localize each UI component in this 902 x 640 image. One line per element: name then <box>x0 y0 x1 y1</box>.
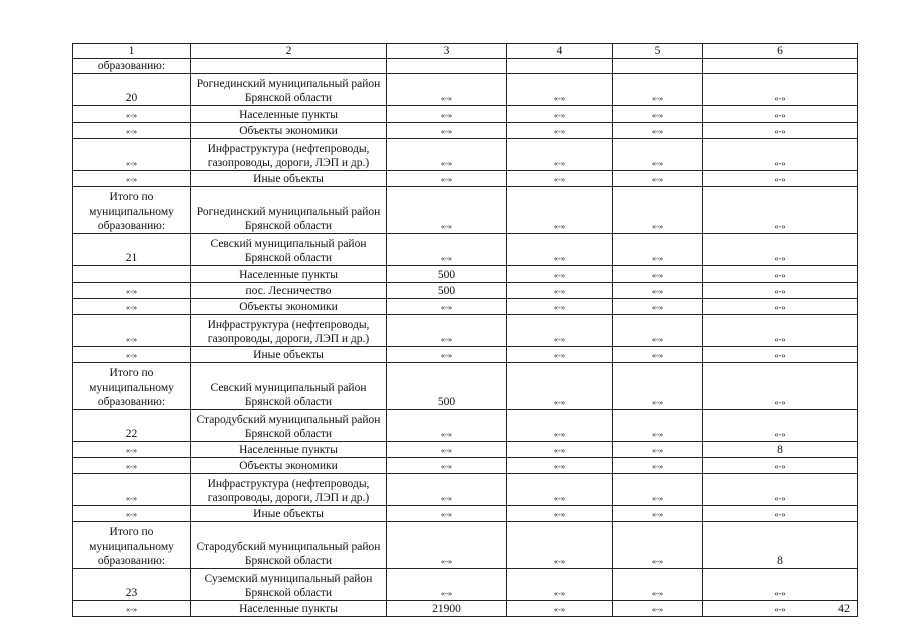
table-row <box>73 347 858 363</box>
value-cell-4: «-» <box>507 266 613 283</box>
table-row <box>73 234 858 266</box>
name-cell: Инфраструктура (нефтепроводы, газопроводы, дороги, ЛЭП и др.) <box>191 315 387 347</box>
value-cell-3: «-» <box>387 123 507 139</box>
name-cell: Севский муниципальный район Брянской области <box>191 234 387 266</box>
table-row <box>73 106 858 123</box>
number-cell: «-» <box>73 506 191 522</box>
value-cell-5: «-» <box>613 234 703 266</box>
value-cell-6: «-» <box>703 569 858 601</box>
value-cell-3: «-» <box>387 315 507 347</box>
table-row <box>73 123 858 139</box>
name-cell: Населенные пункты <box>191 106 387 123</box>
value-cell-3: «-» <box>387 458 507 474</box>
table-body <box>73 44 858 617</box>
value-cell-3: «-» <box>387 347 507 363</box>
value-cell-5: «-» <box>613 74 703 106</box>
number-cell: «-» <box>73 139 191 171</box>
table-row <box>73 59 858 74</box>
value-cell-5: «-» <box>613 266 703 283</box>
value-cell-6: «-» <box>703 266 858 283</box>
table-row <box>73 266 858 283</box>
value-cell-5: «-» <box>613 363 703 410</box>
name-cell: Севский муниципальный район Брянской области <box>191 363 387 410</box>
value-cell-4: «-» <box>507 458 613 474</box>
table-row <box>73 569 858 601</box>
value-cell-3: 500 <box>387 363 507 410</box>
value-cell-6: «-» <box>703 283 858 299</box>
value-cell-5: «-» <box>613 601 703 617</box>
number-cell: 21 <box>73 234 191 266</box>
value-cell-4: «-» <box>507 171 613 187</box>
number-cell: «-» <box>73 442 191 458</box>
number-cell: Итого по муниципальному образованию: <box>73 363 191 410</box>
table-header-row <box>73 44 858 59</box>
number-cell: «-» <box>73 123 191 139</box>
name-cell: Стародубский муниципальный район Брянской области <box>191 522 387 569</box>
value-cell-5: «-» <box>613 410 703 442</box>
header-cell: 1 <box>73 44 191 59</box>
number-cell: «-» <box>73 458 191 474</box>
table-row <box>73 139 858 171</box>
table-row <box>73 522 858 569</box>
value-cell-3: «-» <box>387 506 507 522</box>
number-cell: «-» <box>73 315 191 347</box>
number-cell <box>73 266 191 283</box>
value-cell-4 <box>507 59 613 74</box>
value-cell-3: «-» <box>387 299 507 315</box>
number-cell: «-» <box>73 347 191 363</box>
value-cell-3: «-» <box>387 106 507 123</box>
value-cell-6: «-» <box>703 123 858 139</box>
data-table <box>72 43 858 617</box>
value-cell-6: «-» <box>703 506 858 522</box>
value-cell-5: «-» <box>613 123 703 139</box>
value-cell-4: «-» <box>507 601 613 617</box>
name-cell: Иные объекты <box>191 506 387 522</box>
number-cell: «-» <box>73 601 191 617</box>
name-cell: Иные объекты <box>191 347 387 363</box>
value-cell-3: «-» <box>387 569 507 601</box>
value-cell-5: «-» <box>613 569 703 601</box>
value-cell-6: «-» <box>703 474 858 506</box>
name-cell: Объекты экономики <box>191 123 387 139</box>
value-cell-3: «-» <box>387 442 507 458</box>
value-cell-6 <box>703 59 858 74</box>
value-cell-6: «-» <box>703 139 858 171</box>
value-cell-5: «-» <box>613 106 703 123</box>
value-cell-4: «-» <box>507 283 613 299</box>
value-cell-6: «-» <box>703 347 858 363</box>
table-row <box>73 410 858 442</box>
value-cell-5: «-» <box>613 474 703 506</box>
number-cell: 20 <box>73 74 191 106</box>
value-cell-6: «-» <box>703 234 858 266</box>
value-cell-3: 500 <box>387 266 507 283</box>
name-cell: Инфраструктура (нефтепроводы, газопроводы, дороги, ЛЭП и др.) <box>191 139 387 171</box>
table-row <box>73 187 858 234</box>
value-cell-4: «-» <box>507 569 613 601</box>
value-cell-6: 8 <box>703 522 858 569</box>
value-cell-6: «-» <box>703 299 858 315</box>
name-cell: Суземский муниципальный район Брянской области <box>191 569 387 601</box>
number-cell: «-» <box>73 299 191 315</box>
value-cell-6: «-» <box>703 187 858 234</box>
table-row <box>73 74 858 106</box>
value-cell-4: «-» <box>507 234 613 266</box>
value-cell-4: «-» <box>507 474 613 506</box>
value-cell-5: «-» <box>613 139 703 171</box>
value-cell-4: «-» <box>507 442 613 458</box>
value-cell-3: «-» <box>387 522 507 569</box>
value-cell-5: «-» <box>613 442 703 458</box>
table-row <box>73 283 858 299</box>
value-cell-3: «-» <box>387 187 507 234</box>
value-cell-4: «-» <box>507 123 613 139</box>
number-cell: «-» <box>73 106 191 123</box>
header-cell: 4 <box>507 44 613 59</box>
value-cell-3: «-» <box>387 410 507 442</box>
value-cell-6: «-» <box>703 106 858 123</box>
value-cell-6: «-» <box>703 601 858 617</box>
value-cell-6: «-» <box>703 74 858 106</box>
table-row <box>73 363 858 410</box>
table-row <box>73 299 858 315</box>
header-cell: 3 <box>387 44 507 59</box>
table-row <box>73 315 858 347</box>
value-cell-4: «-» <box>507 347 613 363</box>
value-cell-3: 500 <box>387 283 507 299</box>
value-cell-5: «-» <box>613 347 703 363</box>
value-cell-4: «-» <box>507 139 613 171</box>
header-cell: 2 <box>191 44 387 59</box>
value-cell-5: «-» <box>613 522 703 569</box>
number-cell: 23 <box>73 569 191 601</box>
value-cell-5: «-» <box>613 458 703 474</box>
value-cell-6: «-» <box>703 410 858 442</box>
value-cell-3 <box>387 59 507 74</box>
name-cell: Стародубский муниципальный район Брянской области <box>191 410 387 442</box>
table-row <box>73 601 858 617</box>
name-cell: Рогнединский муниципальный район Брянской области <box>191 74 387 106</box>
value-cell-4: «-» <box>507 74 613 106</box>
value-cell-3: «-» <box>387 234 507 266</box>
name-cell: пос. Лесничество <box>191 283 387 299</box>
value-cell-5: «-» <box>613 299 703 315</box>
header-cell: 6 <box>703 44 858 59</box>
page-number: 42 <box>838 601 850 615</box>
value-cell-3: 21900 <box>387 601 507 617</box>
value-cell-5: «-» <box>613 187 703 234</box>
name-cell: Рогнединский муниципальный район Брянской области <box>191 187 387 234</box>
value-cell-5: «-» <box>613 315 703 347</box>
table-row <box>73 474 858 506</box>
table-row <box>73 458 858 474</box>
number-cell: «-» <box>73 283 191 299</box>
value-cell-3: «-» <box>387 474 507 506</box>
name-cell: Иные объекты <box>191 171 387 187</box>
number-cell: образованию: <box>73 59 191 74</box>
header-cell: 5 <box>613 44 703 59</box>
value-cell-3: «-» <box>387 171 507 187</box>
value-cell-4: «-» <box>507 410 613 442</box>
value-cell-4: «-» <box>507 522 613 569</box>
value-cell-4: «-» <box>507 106 613 123</box>
name-cell: Населенные пункты <box>191 601 387 617</box>
name-cell: Населенные пункты <box>191 442 387 458</box>
value-cell-3: «-» <box>387 139 507 171</box>
number-cell: 22 <box>73 410 191 442</box>
value-cell-6: «-» <box>703 315 858 347</box>
number-cell: «-» <box>73 171 191 187</box>
value-cell-6: «-» <box>703 171 858 187</box>
value-cell-6: «-» <box>703 363 858 410</box>
table-row <box>73 442 858 458</box>
number-cell: Итого по муниципальному образованию: <box>73 187 191 234</box>
name-cell: Инфраструктура (нефтепроводы, газопроводы, дороги, ЛЭП и др.) <box>191 474 387 506</box>
name-cell: Объекты экономики <box>191 458 387 474</box>
value-cell-4: «-» <box>507 363 613 410</box>
value-cell-4: «-» <box>507 506 613 522</box>
value-cell-5 <box>613 59 703 74</box>
value-cell-6: «-» <box>703 458 858 474</box>
name-cell: Объекты экономики <box>191 299 387 315</box>
name-cell <box>191 59 387 74</box>
value-cell-4: «-» <box>507 299 613 315</box>
value-cell-5: «-» <box>613 171 703 187</box>
table-row <box>73 506 858 522</box>
number-cell: Итого по муниципальному образованию: <box>73 522 191 569</box>
table-row <box>73 171 858 187</box>
value-cell-4: «-» <box>507 187 613 234</box>
number-cell: «-» <box>73 474 191 506</box>
value-cell-5: «-» <box>613 506 703 522</box>
value-cell-6: 8 <box>703 442 858 458</box>
value-cell-3: «-» <box>387 74 507 106</box>
value-cell-4: «-» <box>507 315 613 347</box>
name-cell: Населенные пункты <box>191 266 387 283</box>
value-cell-5: «-» <box>613 283 703 299</box>
